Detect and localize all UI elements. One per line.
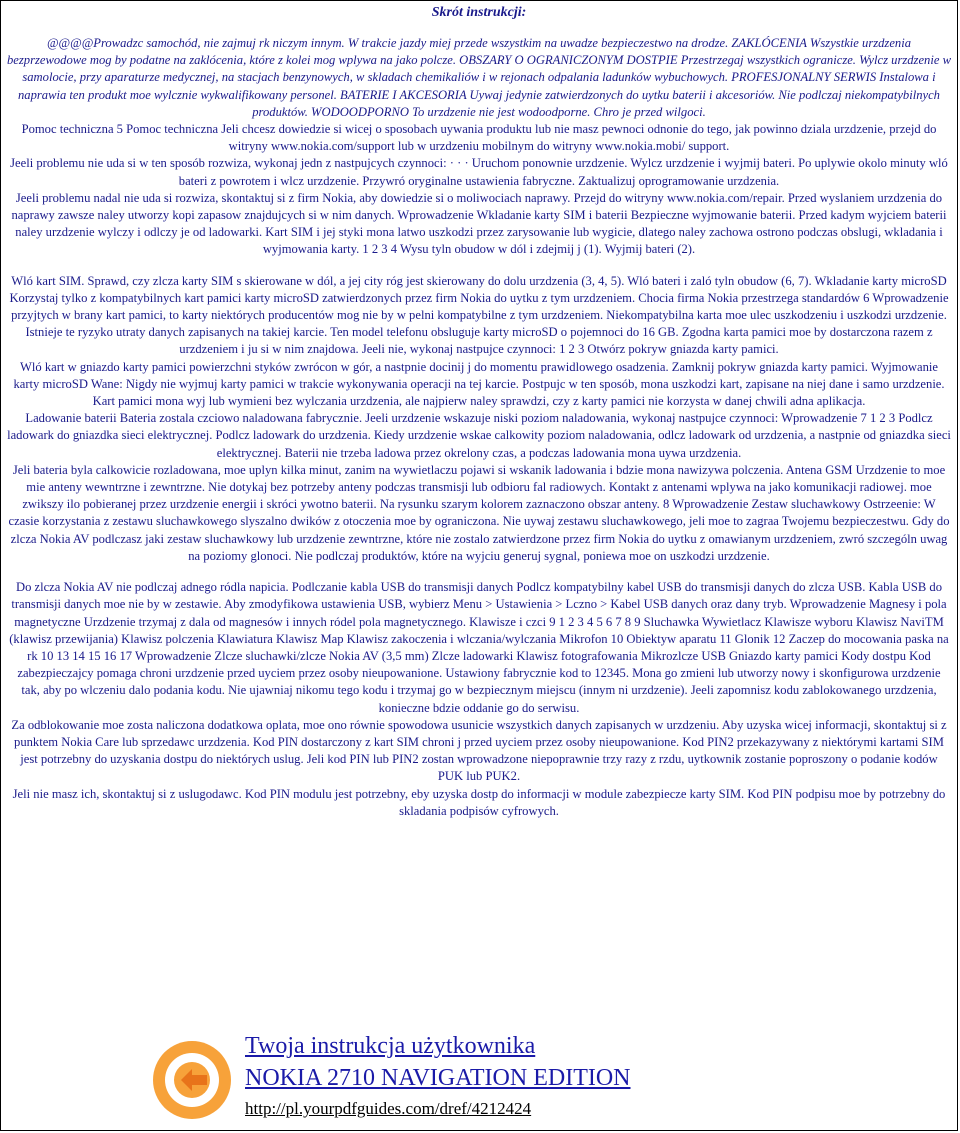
paragraph-microsd: Wló kart w gniazdo karty pamici powierzchni styków zwrócon w gór, a nastpnie docinij j do momentu prawidlowego osadzenia. Zamknij pokryw gniazda karty pamici. Wyjmowanie karty microSD Wane: Nigdy nie wyjmuj karty pamici w trakcie wykonywania operacji na tej karcie. Postpujc w ten sposób, mona uszkodzi kart, zapisane na niej dane i samo urzdzenie. Kart pamici mona wyj lub wymieni bez wylczania urzdzenia, ale najpierw naley sprawdzi, czy z karty pamici nie korzysta w danej chwili adna aplikacja. <box>13 359 945 409</box>
document-title: Skrót instrukcji: <box>431 5 527 20</box>
paragraph-pin-module: Jeli nie masz ich, skontaktuj si z uslugodawc. Kod PIN modulu jest potrzebny, eby uzyska dostp do informacji w module zabezpiecze karty SIM. Kod PIN podpisu moe by potrzebny do skladania podpisów cyfrowych. <box>12 786 946 818</box>
paragraph-pin: Za odblokowanie moe zosta naliczona dodatkowa oplata, moe ono równie spowodowa usunicie wszystkich danych zapisanych w urzdzeniu. Aby uzyska wicej informacji, skontaktuj si z punktem Nokia Care lub sprzedawc urzdzenia. Kod PIN dostarczony z kart SIM chroni j przed uyciem przez osoby nieupowanione. Kod PIN2 przekazywany z niektórymi kartami SIM jest potrzebny do uzyskania dostpu do niektórych uslug. Jeli kod PIN lub PIN2 zostan wprowadzone niepoprawnie trzy razy z rzdu, uytkownik zostanie poproszony o podanie kodów PUK lub PUK2. <box>11 717 947 784</box>
paragraph-safety: @@@@Prowadzc samochód, nie zajmuj rk niczym innym. W trakcie jazdy miej przede wszystkim na uwadze bezpieczestwo na drodze. ZAKLÓCENIA Wszystkie urzdzenia bezprzewodowe mog by podatne na zaklócenia, które z kolei mog wplywa na jako polcze. OBSZARY O OGRANICZONYM DOSTPIE Przestrzegaj wszystkich ogranicze. Wylcz urzdzenie w samolocie, przy aparaturze medycznej, na stacjach benzynowych, w skladach chemikaliów i w rejonach odpalania ladunków wybuchowych. PROFESJONALNY SERWIS Instalowa i naprawia ten produkt moe wylcznie wykwalifikowany personel. BATERIE I AKCESORIA Uywaj jedynie zatwierdzonych do uytku baterii i akcesoriów. Nie podlczaj niekompatybilnych produktów. WODOODPORNO To urzdzenie nie jest wodoodporne. Chro je przed wilgoci. <box>7 36 951 119</box>
paragraph-repair: Jeeli problemu nadal nie uda si rozwiza, skontaktuj si z firm Nokia, aby dowiedzie si o moliwociach naprawy. Przejd do witryny www.nokia.com/repair. Przed wyslaniem urzdzenia do naprawy zawsze naley utworzy kopi zapasow znajdujcych si w nim danych. Wprowadzenie Wkladanie karty SIM i baterii Bezpieczne wyjmowanie baterii. Przed kadym wyjciem baterii naley urzdzenie wylczy i odlczy je od ladowarki. Kart SIM i jej styki mona latwo uszkodzi przez zarysowanie lub wygicie, dlatego naley zachowa ostrono podczas obslugi, wkladania i wyjmowania karty. 1 2 3 4 Wysu tyln obudow w dól i zdejmij j (1). Wyjmij bateri (2). <box>11 190 947 257</box>
document-body <box>1 21 957 820</box>
paragraph-troubleshoot: Jeeli problemu nie uda si w ten sposób rozwiza, wykonaj jedn z nastpujcych czynnoci: · · · Uruchom ponownie urzdzenie. Wylcz urzdzenie i wyjmij bateri. Po uplywie okolo minuty wló bateri z powrotem i wlcz urzdzenie. Przywró oryginalne ustawienia fabryczne. Zaktualizuj oprogramowanie urzdzenia. <box>10 156 948 188</box>
paragraph-usb-keys: Do zlcza Nokia AV nie podlczaj adnego ródla napicia. Podlczanie kabla USB do transmisji danych Podlcz kompatybilny kabel USB do transmisji danych do zlcza USB. Kabla USB do transmisji danych moe nie by w zestawie. Aby zmodyfikowa ustawienia USB, wybierz Menu > Ustawienia > Lczno > Kabel USB danych oraz dany tryb. Wprowadzenie Magnesy i pola magnetyczne Urzdzenie trzymaj z dala od magnesów i innych ródel pola magnetycznego. Klawisze i czci 9 1 2 3 4 5 6 7 8 9 Sluchawka Wywietlacz Klawisze wyboru Klawisz NaviTM (klawisz przewijania) Klawisz polczenia Klawiatura Klawisz Map Klawisz zakoczenia i wlczania/wylczania Mikrofon 10 Obiektyw aparatu 11 Glonik 12 Zaczep do mocowania paska na rk 10 13 14 15 16 17 Wprowadzenie Zlcze sluchawki/zlcze Nokia AV (3,5 mm) Zlcze ladowarki Klawisz fotografowania Mikrozlcze USB Gniazdo karty pamici Kody dostpu Kod zabezpieczajcy pomaga chroni urzdzenie przed uyciem przez osoby nieupowanione. Ustawiony fabrycznie kod to 12345. Mona go zmieni lub utworzy nowy i skonfigurowa urzdzenie tak, aby po wlczeniu dalo podania kodu. Nie ujawniaj nikomu tego kodu i trzymaj go w bezpiecznym miejscu (innym ni urzdzenie). Jeeli zapomnisz kodu zablokowanego urzdzenia, konieczne bdzie oddanie go do serwisu. <box>9 580 949 715</box>
paragraph-support: Pomoc techniczna 5 Pomoc techniczna Jeli chcesz dowiedzie si wicej o sposobach uywania produktu lub nie masz pewnoci odnonie do tego, jak powinno dziala urzdzenie, przejd do witryny www.nokia.com/support lub w urzdzeniu mobilnym do witryny www.nokia.mobi/ support. <box>21 122 937 154</box>
paragraph-sim-card: Wló kart SIM. Sprawd, czy zlcza karty SIM s skierowane w dól, a jej city róg jest skierowany do dolu urzdzenia (3, 4, 5). Wló bateri i zaló tyln obudow (6, 7). Wkladanie karty microSD Korzystaj tylko z kompatybilnych kart pamici karty microSD zatwierdzonych przez firm Nokia do uytku z tym urzdzeniem. Chocia firma Nokia przestrzega standardów 6 Wprowadzenie przyjtych w brany kart pamici, to karty niektórych producentów mog nie by w pelni kompatybilne z tym urzdzeniem. Niekompatybilna karta moe ulec uszkodzeniu i uszkodzi urzdzenie. Istnieje te ryzyko utraty danych zapisanych na takiej karcie. Ten model telefonu obsluguje karty microSD o pojemnoci do 16 GB. Zgodna karta pamici moe by dostarczona razem z urzdzeniem i ju si w nim znajdowa. Jeeli nie, wykonaj nastpujce czynnoci: 1 2 3 Otwórz pokryw gniazda karty pamici. <box>9 273 949 357</box>
paragraph-antenna: Jeli bateria byla calkowicie rozladowana, moe uplyn kilka minut, zanim na wywietlaczu pojawi si wskanik ladowania i bdzie mona nawizywa polczenia. Antena GSM Urzdzenie to moe mie anteny wewntrzne i zewntrzne. Nie dotykaj bez potrzeby anteny podczas transmisji lub odbioru fal radiowych. Kontakt z antenami wplywa na jako komunikacji radiowej. moe zwikszy ilo pobieranej przez urzdzenie energii i skróci ywotno baterii. Na rysunku szarym kolorem zaznaczono obszar anteny. 8 Wprowadzenie Zestaw sluchawkowy Ostrzeenie: W czasie korzystania z zestawu sluchawkowego slyszalno dwików z otoczenia moe by ograniczona. Nie uywaj zestawu sluchawkowego, jeli moe to zagraa Twojemu bezpieczestwu. Gdy do zlcza Nokia AV podlczasz jaki zestaw sluchawkowy lub urzdzenie zewntrzne, które nie zostalo zatwierdzone przez firm Nokia do uytku z omawianym urzdzeniem, zwró szczególn uwag na poziomy glonoci. Nie podlczaj produktów, które na wyjciu generuj sygnal, poniewa moe on uszkodzi urzdzenie. <box>8 462 950 563</box>
manual-link-title[interactable]: Twoja instrukcja użytkownika <box>245 1033 536 1059</box>
footer <box>151 1033 751 1128</box>
manual-link-url[interactable]: http://pl.yourpdfguides.com/dref/4212424 <box>245 1099 532 1118</box>
manual-link-product[interactable]: NOKIA 2710 NAVIGATION EDITION <box>245 1065 631 1091</box>
pdfguides-logo-icon <box>151 1039 233 1121</box>
paragraph-charging: Ladowanie baterii Bateria zostala czciowo naladowana fabrycznie. Jeeli urzdzenie wskazuje niski poziom naladowania, wykonaj nastpujce czynnoci: Wprowadzenie 7 1 2 3 Podlcz ladowark do gniazdka sieci elektrycznej. Podlcz ladowark do urzdzenia. Kiedy urzdzenie wskae calkowity poziom naladowania, odlcz ladowark od urzdzenia, a nastpnie od gniazdka sieci elektrycznej. Baterii nie trzeba ladowa przez okrelony czas, a podczas ladowania mona uywa urzdzenia. <box>7 411 951 460</box>
